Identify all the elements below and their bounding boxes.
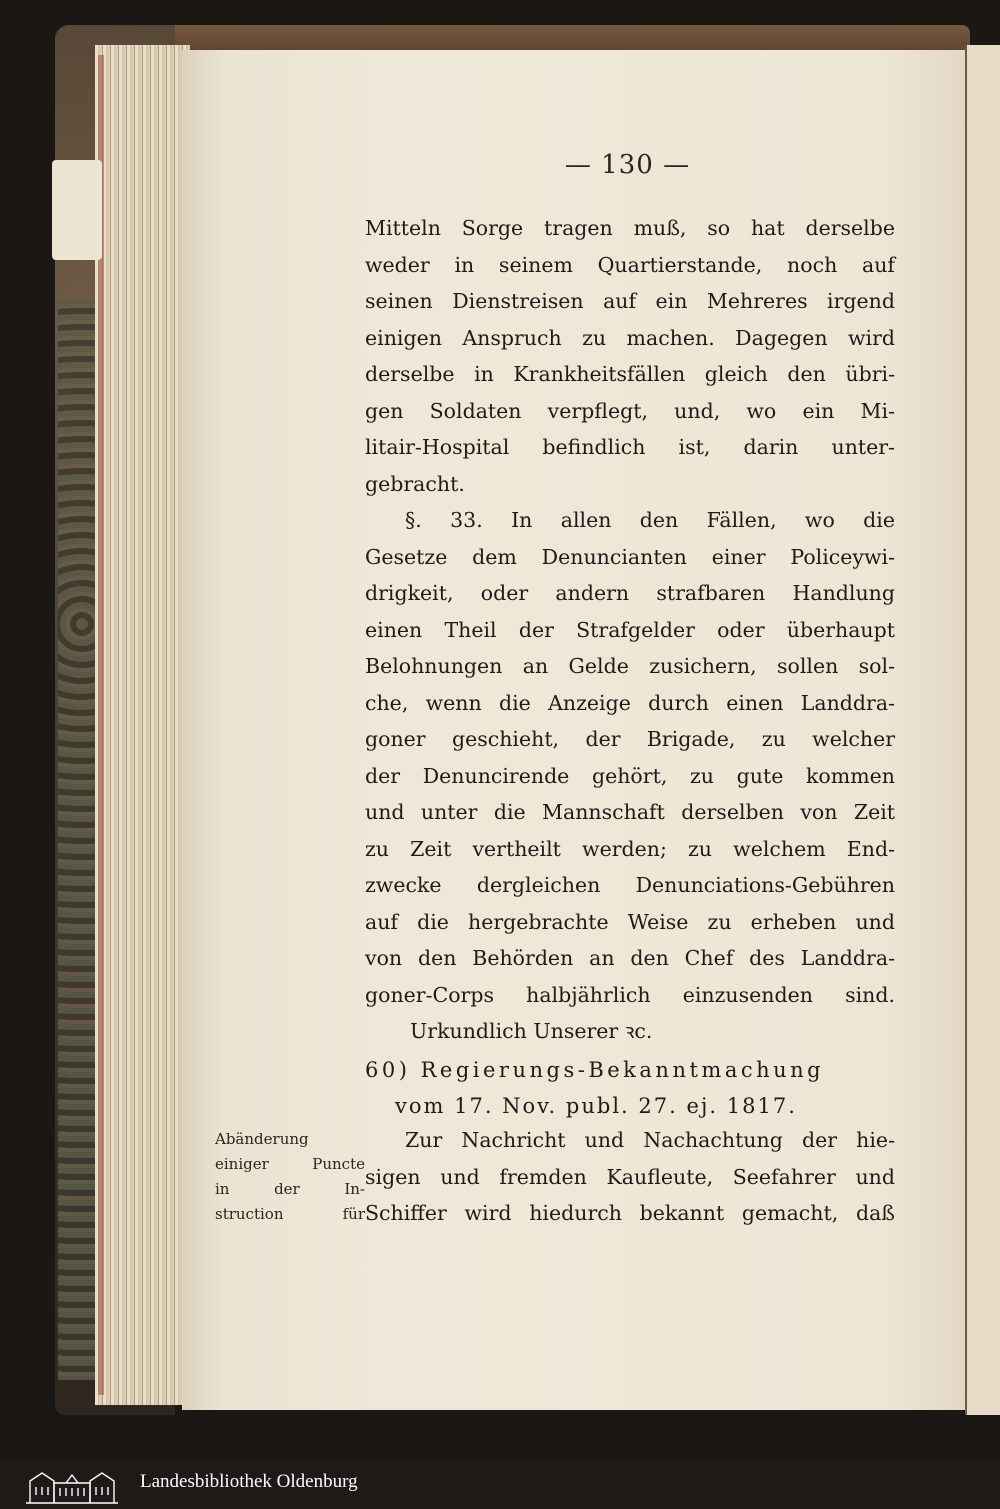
text-line: Schiffer wird hiedurch bekannt gemacht, daß (365, 1201, 895, 1225)
text-line: und unter die Mannschaft derselben von Zeit (365, 800, 895, 824)
page-edges (95, 45, 190, 1405)
text-line: goner-Corps halbjährlich einzusenden sind. (365, 982, 895, 1007)
text-line: Gesetze dem Denuncianten einer Policeywi- (365, 544, 895, 569)
closing-line: Urkundlich Unserer ꝛc. (410, 1019, 653, 1043)
text-line: einigen Anspruch zu machen. Dagegen wird (365, 325, 895, 350)
text-line: litair-Hospital befindlich ist, darin unter- (365, 435, 895, 459)
text-line: seinen Dienstreisen auf ein Mehreres irgend (365, 289, 895, 313)
text-line: Belohnungen an Gelde zusichern, sollen sol- (365, 654, 895, 678)
margin-note-line: Abänderung (215, 1130, 309, 1148)
text-line: drigkeit, oder andern strafbaren Handlung (365, 581, 895, 605)
text-line: sigen und fremden Kaufleute, Seefahrer und (365, 1164, 895, 1189)
margin-note (215, 1127, 365, 1227)
text-line: gebracht. (365, 471, 465, 496)
text-line: Mitteln Sorge tragen muß, so hat derselbe (365, 216, 895, 240)
announcement-heading (365, 1052, 895, 1124)
text-line: auf die hergebrachte Weise zu erheben und (365, 909, 895, 934)
library-building-icon (22, 1463, 122, 1505)
library-name: Landesbibliothek Oldenburg (140, 1471, 358, 1492)
text-line: der Denuncirende gehört, zu gute kommen (365, 763, 895, 788)
margin-note-line: struction für (215, 1205, 365, 1223)
announcement-text (365, 1122, 895, 1232)
text-line: Zur Nachricht und Nachachtung der hie- (405, 1128, 895, 1152)
margin-note-line: in der In- (215, 1180, 365, 1198)
text-line: von den Behörden an den Chef des Landdra- (365, 946, 895, 970)
page-number: — 130 — (564, 150, 691, 180)
text-line: zu Zeit vertheilt werden; zu welchem End- (365, 836, 895, 861)
bookmark-tab (52, 160, 102, 260)
text-line: gen Soldaten verpflegt, und, wo ein Mi- (365, 398, 895, 423)
text-line: einen Theil der Strafgelder oder überhaupt (365, 617, 895, 642)
text-line: che, wenn die Anzeige durch einen Landdra- (365, 690, 895, 715)
main-text-block (365, 210, 895, 1050)
text-line: derselbe in Krankheitsfällen gleich den übri- (365, 362, 895, 386)
text-line: zwecke dergleichen Denunciations-Gebühren (365, 873, 895, 897)
heading-date: vom 17. Nov. publ. 27. ej. 1817. (395, 1094, 797, 1118)
facing-page-edge (965, 45, 1000, 1415)
section-start-line: §. 33. In allen den Fällen, wo die (405, 508, 895, 532)
heading-title: 60) Regierungs-Bekanntmachung (365, 1058, 825, 1082)
text-line: weder in seinem Quartierstande, noch auf (365, 252, 895, 277)
footer-bar (0, 1459, 1000, 1509)
text-line: goner geschieht, der Brigade, zu welcher (365, 727, 895, 751)
margin-note-line: einiger Puncte (215, 1155, 365, 1173)
